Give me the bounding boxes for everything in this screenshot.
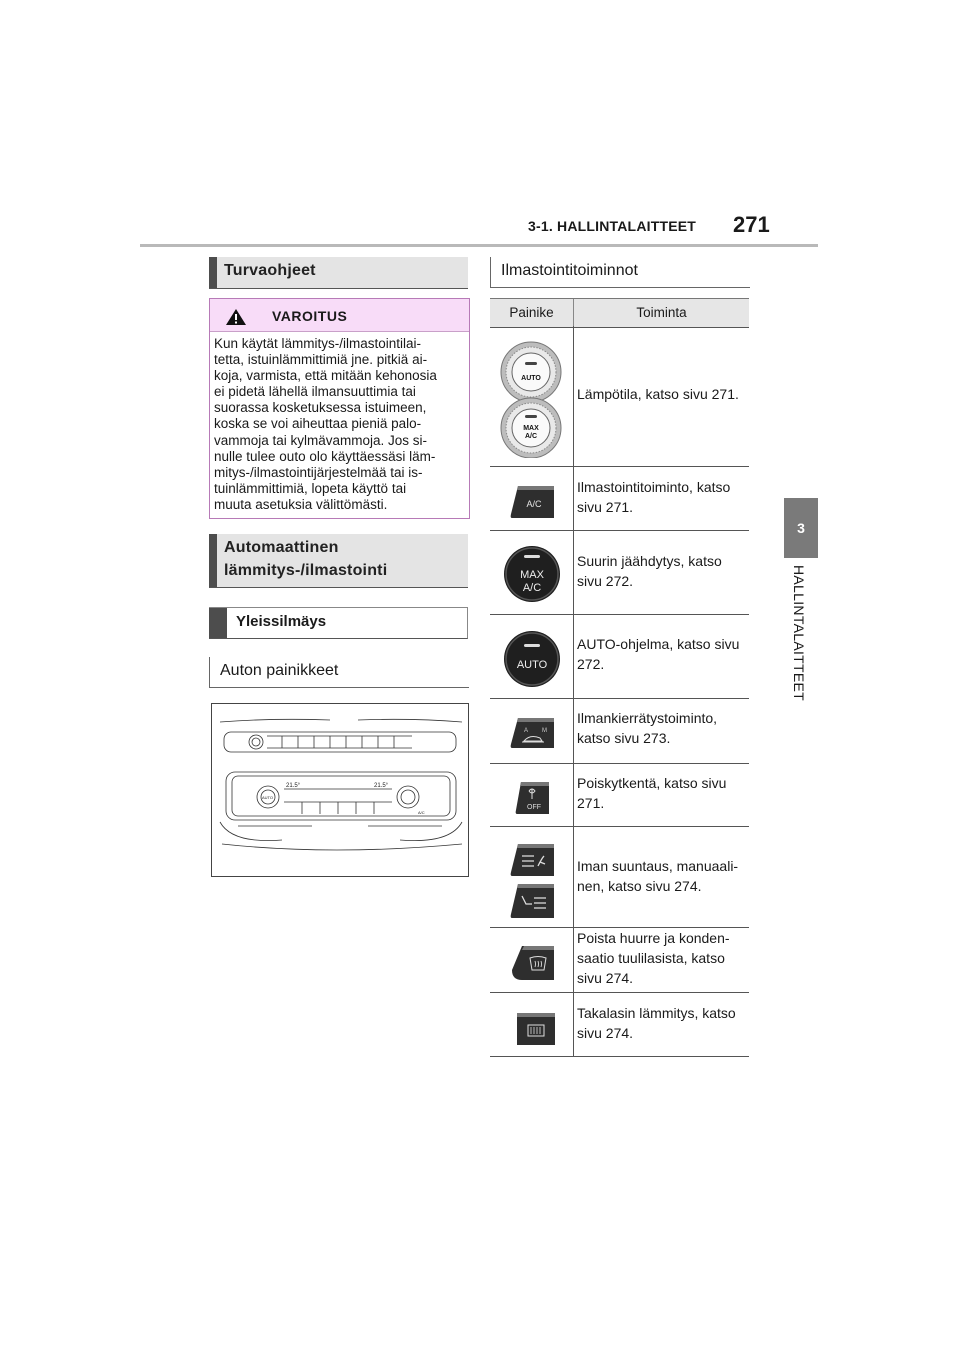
row-max-ac-text: Suurin jäähdytys, katso sivu 272.	[577, 553, 722, 589]
row-windscreen-defrost-text: Poista huurre ja konden- saatio tuulilasista, katso sivu 274.	[577, 930, 730, 986]
row-rear-window-heating-text: Takalasin lämmitys, katso sivu 274.	[577, 1005, 736, 1041]
row-off-text: Poiskytkentä, katso sivu 271.	[577, 775, 727, 811]
dash-ac-label: A/C	[418, 810, 425, 815]
svg-text:MAX: MAX	[520, 569, 544, 581]
chapter-tab[interactable]	[784, 498, 818, 558]
row-divider	[490, 826, 749, 827]
max-ac-button-icon	[503, 545, 561, 608]
svg-text:A/C: A/C	[522, 582, 542, 594]
svg-text:OFF: OFF	[527, 804, 541, 811]
row-divider	[490, 1056, 749, 1057]
chapter-number: 3	[797, 520, 805, 536]
auto-climate-heading: Automaattinen lämmitys-/ilmastointi	[209, 534, 468, 588]
table-column-divider	[573, 326, 574, 1056]
row-air-distribution-text: Iman suuntaus, manuaali- nen, katso sivu 274.	[577, 858, 739, 894]
rear-window-heating-button-icon	[513, 1011, 557, 1052]
svg-text:M: M	[542, 728, 547, 734]
row-ac-text: Ilmastointitoiminto, katso sivu 271.	[577, 479, 731, 515]
row-temperature-text: Lämpötila, katso sivu 271.	[577, 386, 739, 402]
svg-text:A/C: A/C	[526, 499, 542, 509]
car-buttons-heading: Auton painikkeet	[209, 657, 469, 688]
page-number: 271	[733, 212, 770, 237]
row-divider	[490, 763, 749, 764]
col-button-header: Painike	[509, 305, 554, 320]
header-rule	[140, 244, 818, 247]
warning-title: VAROITUS	[272, 308, 348, 324]
temperature-dial-icon	[499, 340, 563, 463]
svg-text:AUTO: AUTO	[521, 375, 541, 382]
warning-box	[209, 298, 470, 519]
warning-text: Kun käytät lämmitys-/ilmastointilai- tetta, istuinlämmittimiä jne. pitkiä ai- koja, varmista, että mitään kehonosia ei pidetä lähellä ilmansuuttimia tai suorassa kosketuksessa istuimeen, koska se voi aiheuttaa pieniä palo- vammoja tai kylmävammoja. Jos si- nulle tulee outo olo käyttäessäsi läm- mitys-/ilmastointijärjestelmää tai is- tuinlämmittimiä, lopeta käyttö tai muuta asetuksia välittömästi.	[214, 336, 437, 512]
windscreen-defrost-button-icon	[508, 944, 556, 987]
overview-heading: Yleissilmäys	[209, 607, 468, 639]
col-function-header: Toiminta	[636, 305, 687, 320]
row-divider	[490, 992, 749, 993]
table-header	[490, 298, 749, 328]
climate-functions-heading: Ilmastointitoiminnot	[490, 257, 750, 288]
dash-temp-right: 21.5°	[374, 783, 389, 789]
dash-auto-label: AUTO	[262, 795, 274, 800]
row-auto-text: AUTO-ohjelma, katso sivu 272.	[577, 636, 740, 672]
off-button-icon	[513, 780, 551, 821]
climate-panel-illustration	[211, 703, 469, 877]
row-divider	[490, 614, 749, 615]
svg-text:A/C: A/C	[524, 433, 538, 440]
auto-button-icon	[503, 630, 561, 693]
safety-heading: Turvaohjeet	[209, 257, 468, 289]
air-distribution-buttons-icon	[508, 842, 556, 925]
section-title: 3-1. HALLINTALAITTEET	[528, 218, 697, 234]
row-divider	[490, 698, 749, 699]
row-divider	[490, 530, 749, 531]
svg-text:MAX: MAX	[523, 425, 539, 432]
dash-temp-left: 21.5°	[286, 783, 301, 789]
chapter-label: HALLINTALAITTEET	[791, 565, 807, 702]
row-recirculation-text: Ilmankierrätystoiminto, katso sivu 273.	[577, 710, 718, 746]
svg-text:A: A	[524, 728, 529, 734]
row-divider	[490, 466, 749, 467]
warning-icon	[225, 308, 247, 326]
recirculation-button-icon	[508, 716, 556, 755]
svg-text:AUTO: AUTO	[516, 659, 548, 671]
ac-button-icon	[508, 484, 556, 525]
